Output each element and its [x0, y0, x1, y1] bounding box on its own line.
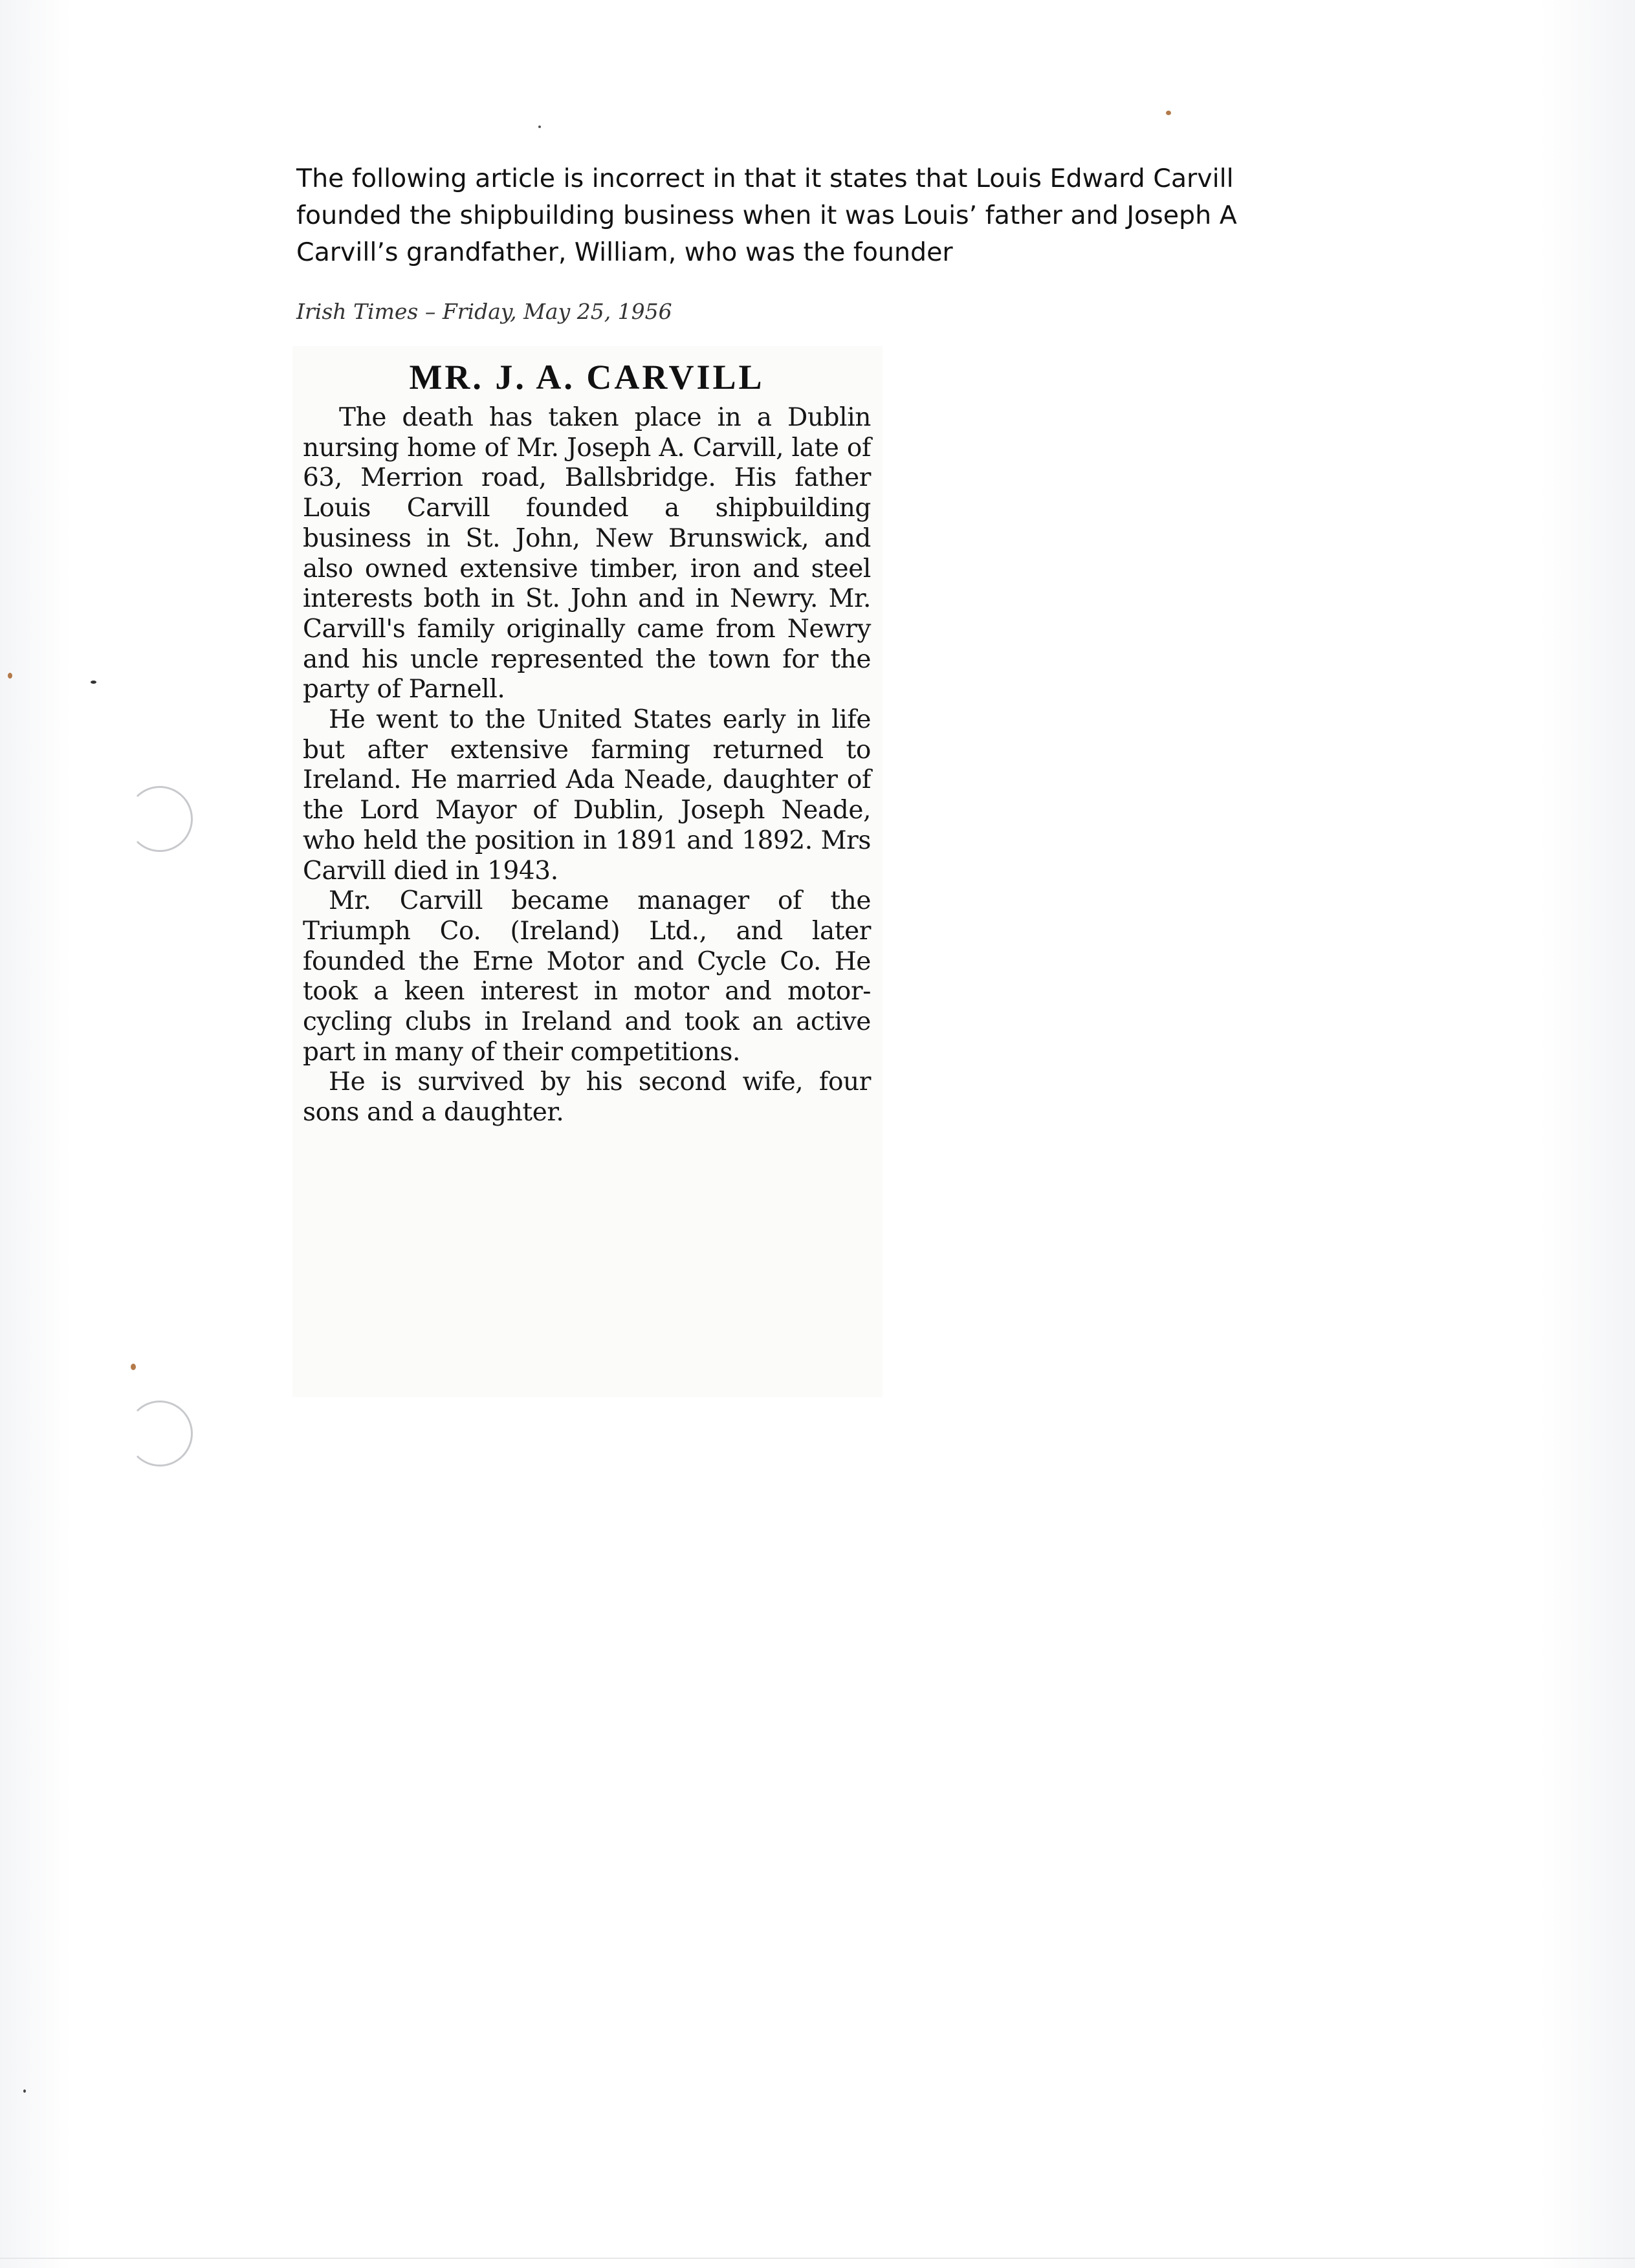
page-bottom-edge — [0, 2258, 1635, 2259]
paper-speck — [91, 681, 96, 684]
article-paragraph: Mr. Carvill became manager of the Triumph Co. (Ireland) Ltd., and later founded the Erne Motor and Cycle Co. He took a keen interest in motor and motor-cycling clubs in Ireland and took an active part in many of their competitions. — [303, 886, 871, 1067]
paper-speck — [8, 673, 12, 679]
clipping-body — [303, 403, 871, 1128]
paper-speck — [1166, 111, 1171, 115]
article-paragraph: The death has taken place in a Dublin nursing home of Mr. Joseph A. Carvill, late of 63, Merrion road, Ballsbridge. His father Louis Carvill founded a shipbuilding business in St. John, New Brunswick, and also owned extensive timber, iron and steel interests both in St. John and in Newry. Mr. Carvill's family originally came from Newry and his uncle represented the town for the party of Parnell. — [303, 403, 871, 704]
punch-hole-lower — [127, 1401, 193, 1467]
source-citation: Irish Times – Friday, May 25, 1956 — [296, 299, 672, 324]
clipping-headline: MR. J. A. CARVILL — [409, 358, 765, 397]
paper-speck — [23, 2089, 26, 2093]
correction-note: The following article is incorrect in that it states that Louis Edward Carvill founded the shipbuilding business when it was Louis’ father and Joseph A Carvill’s grandfather, William, who was the founder — [296, 164, 1237, 267]
article-paragraph: He went to the United States early in life but after extensive farming returned to Ireland. He married Ada Neade, daughter of the Lord Mayor of Dublin, Joseph Neade, who held the position in 1891 and 1892. Mrs Carvill died in 1943. — [303, 705, 871, 886]
punch-hole-upper — [127, 786, 193, 852]
newspaper-clipping — [292, 346, 883, 1397]
article-paragraph: He is survived by his second wife, four sons and a daughter. — [303, 1067, 871, 1128]
paper-speck — [538, 125, 541, 128]
paper-speck — [131, 1364, 136, 1370]
